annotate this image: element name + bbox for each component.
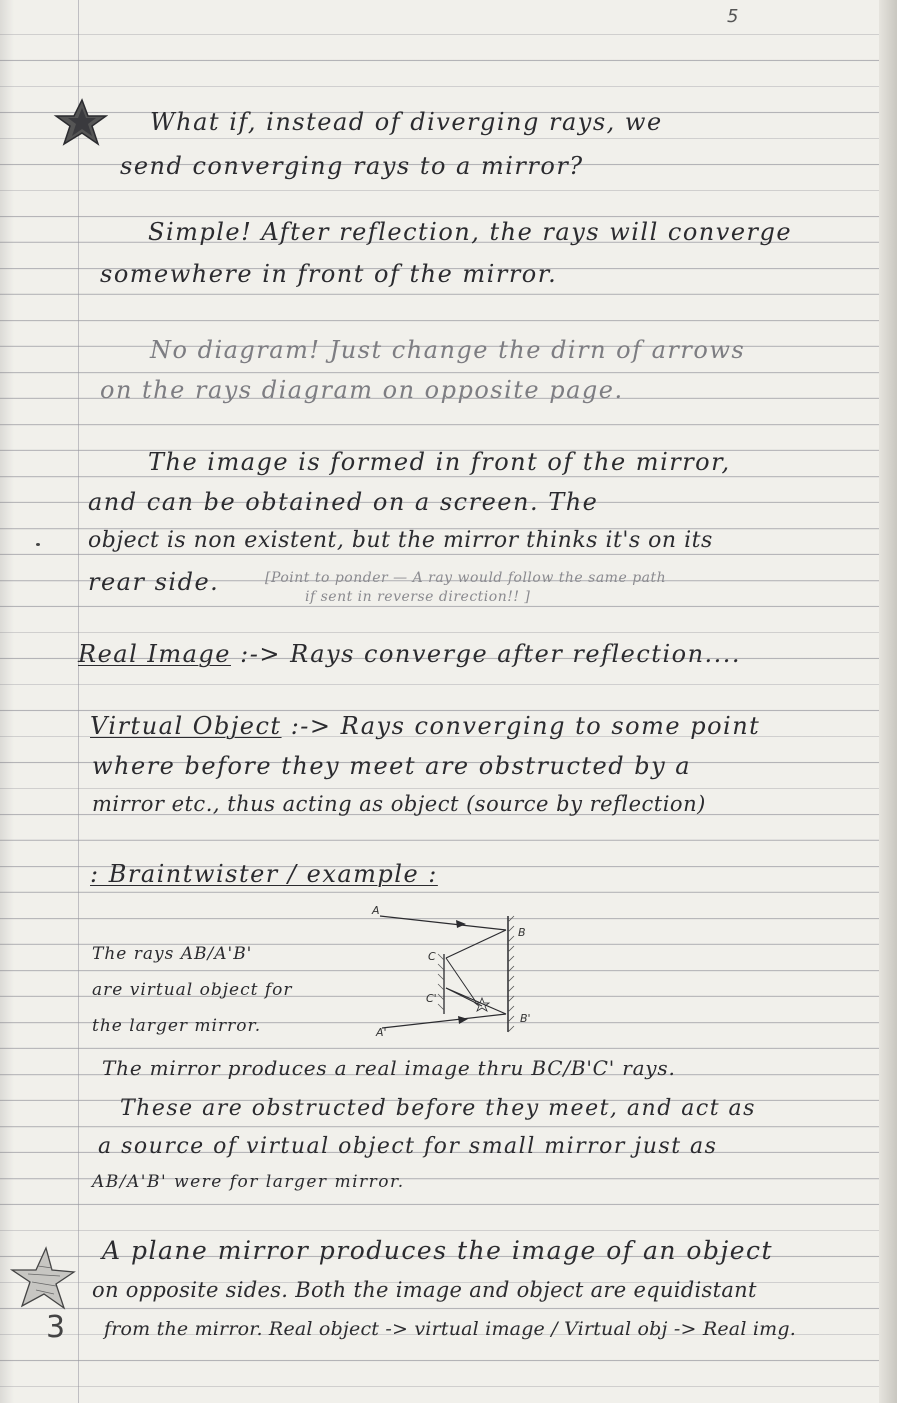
braintwister-left-line-1: The rays AB/A'B' [92,944,253,964]
braintwister-body-line-2: These are obstructed before they meet, and act as [120,1096,756,1121]
answer-line-2: somewhere in front of the mirror. [100,260,558,288]
braintwister-body-line-1: The mirror produces a real image thru BC/B'C' rays. [102,1056,676,1080]
label-a: A [372,904,380,917]
virtual-object-line-2: where before they meet are obstructed by a [92,752,692,780]
question-line-1: What if, instead of diverging rays, we [150,108,663,136]
label-c: C [428,950,436,963]
plane-mirror-line-2: on opposite sides. Both the image and object are equidistant [92,1278,757,1302]
braintwister-body-line-3: a source of virtual object for small mirror just as [98,1134,718,1159]
margin-line [78,0,79,1403]
virtual-object-line-3: mirror etc., thus acting as object (source by reflection) [92,792,706,816]
ray-diagram-svg [358,902,538,1042]
image-formation-line-3: object is non existent, but the mirror thinks it's on its [88,528,713,553]
ponder-note-line-1: [Point to ponder — A ray would follow the same path [265,570,667,586]
label-a-prime: A' [376,1026,387,1039]
image-formation-line-1: The image is formed in front of the mirror, [148,448,731,476]
diagram-note-line-1: No diagram! Just change the dirn of arrows [150,336,746,364]
ray-diagram [358,902,538,1046]
image-formation-line-2: and can be obtained on a screen. The [88,488,599,516]
label-b-prime: B' [520,1012,531,1025]
binding-shadow [0,0,14,1403]
star-icon [52,98,108,148]
margin-number: 3 [46,1310,67,1345]
label-b: B [518,926,526,939]
plane-mirror-line-3: from the mirror. Real object -> virtual image / Virtual obj -> Real img. [104,1318,796,1340]
plane-mirror-line-1: A plane mirror produces the image of an object [102,1236,774,1265]
virtual-object-text: :-> Rays converging to some point [290,712,761,740]
real-image-text: :-> Rays converge after reflection.... [240,640,742,668]
virtual-object-term: Virtual Object [90,712,282,740]
star-icon [8,1244,78,1314]
real-image-definition [78,640,741,668]
answer-line-1: Simple! After reflection, the rays will converge [148,218,793,246]
ponder-note-line-2: if sent in reverse direction!! ] [305,589,531,605]
label-c-prime: C' [426,992,437,1005]
page-number: 5 [727,6,739,27]
question-line-2: send converging rays to a mirror? [120,152,584,180]
braintwister-left-line-3: the larger mirror. [92,1016,262,1036]
page-edge [879,0,897,1403]
image-formation-line-4: rear side. [88,568,220,596]
diagram-note-line-2: on the rays diagram on opposite page. [100,376,624,404]
virtual-object-line-1 [90,712,760,740]
braintwister-heading: : Braintwister / example : [90,860,438,888]
braintwister-body-line-4: AB/A'B' were for larger mirror. [92,1172,405,1192]
real-image-term: Real Image [78,640,231,668]
braintwister-left-line-2: are virtual object for [92,980,293,1000]
margin-dot [36,543,40,546]
